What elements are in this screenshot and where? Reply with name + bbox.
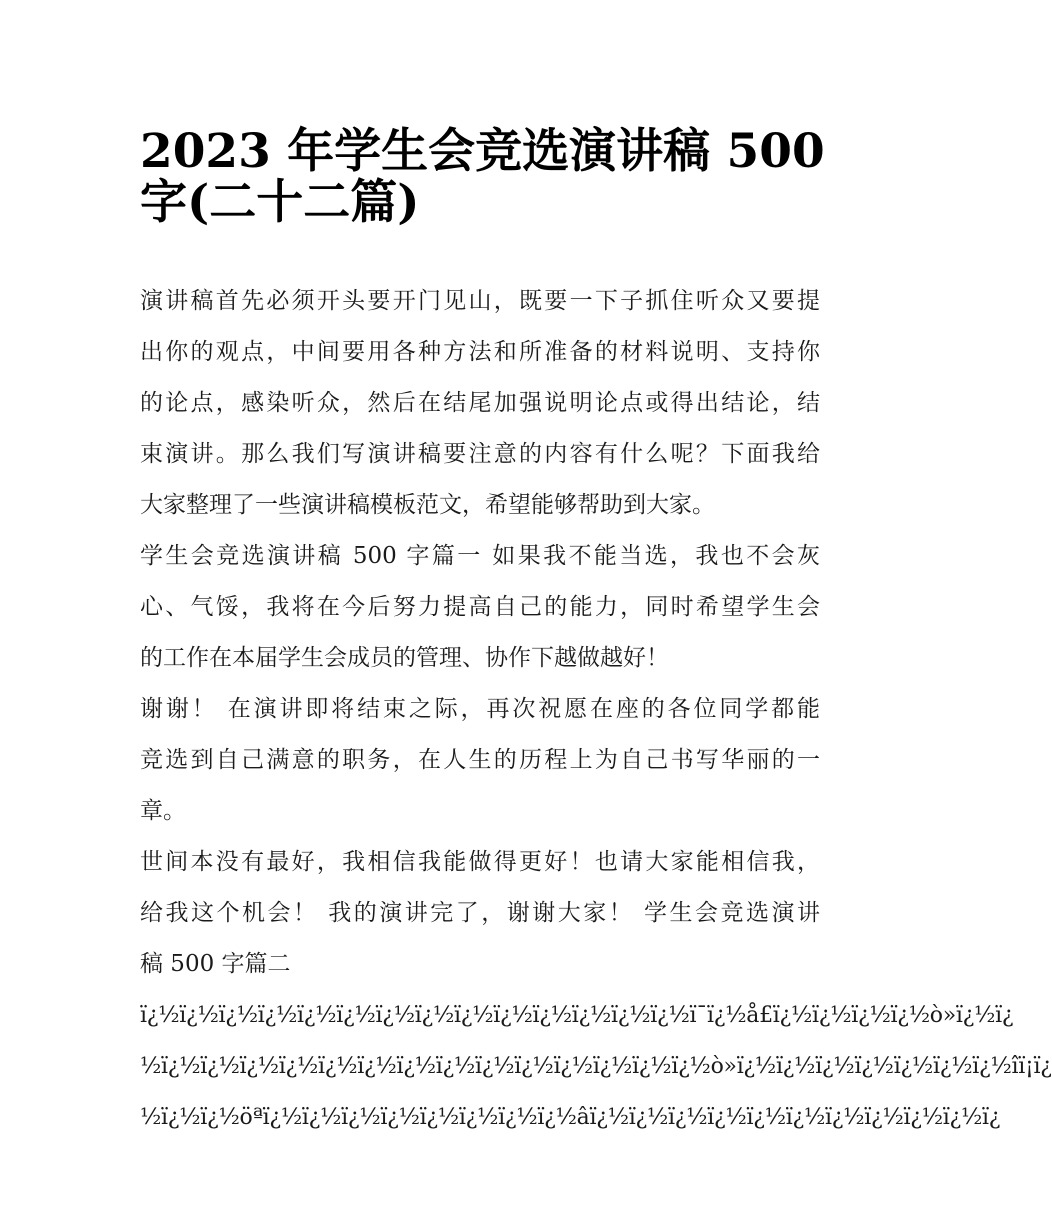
paragraph-thanks [140,684,820,837]
text-line: 世间本没有最好，我相信我能做得更好！也请大家能相信我， [140,849,820,875]
garbled-text-line: ï¿½ï¿½ï¿½ï¿½ï¿½ï¿½ï¿½ï¿½ï¿½ï¿½ï¿½ï¿½ï¿½ï¿½ï¯ï¿½å£ï¿½ï¿½ï¿½ï¿½ò»ï¿½ï¿ [140,1003,1014,1028]
text-line: 束演讲。那么我们写演讲稿要注意的内容有什么呢？下面我给 [140,441,820,467]
title-line-1: 2023 年学生会竞选演讲稿 500 [140,124,825,179]
text-line: 出你的观点，中间要用各种方法和所准备的材料说明、支持你 [140,339,820,365]
text-line: 谢谢！ 在演讲即将结束之际，再次祝愿在座的各位同学都能 [140,696,820,722]
document-title [140,112,825,230]
garbled-text-line: ½ï¿½ï¿½öªï¿½ï¿½ï¿½ï¿½ï¿½ï¿½ï¿½ï¿½âï¿½ï¿½ï¿½ï¿½ï¿½ï¿½ï¿½ï¿½ï¿½ï¿½ï¿ [140,1105,1001,1130]
text-line: 演讲稿首先必须开头要开门见山，既要一下子抓住听众又要提 [140,288,820,314]
text-line: 大家整理了一些演讲稿模板范文，希望能够帮助到大家。 [140,492,715,518]
text-line: 给我这个机会！ 我的演讲完了，谢谢大家！ 学生会竞选演讲 [140,900,820,926]
paragraph-garbled-encoding [140,990,1052,1143]
title-line-2: 字(二十二篇) [140,175,420,230]
garbled-text-line: ½ï¿½ï¿½ï¿½ï¿½ï¿½ï¿½ï¿½ï¿½ï¿½ï¿½ï¿½ï¿½ï¿½ï¿½ò»ï¿½ï¿½ï¿½ï¿½ï¿½ï¿½ï¿½îï¡ï¿ [140,1054,1052,1079]
text-line: 稿 500 字篇二 [140,951,291,977]
document-body [140,276,1052,1143]
text-line: 章。 [140,798,186,824]
text-line: 心、气馁，我将在今后努力提高自己的能力，同时希望学生会 [140,594,820,620]
text-line: 竞选到自己满意的职务，在人生的历程上为自己书写华丽的一 [140,747,820,773]
text-line: 学生会竞选演讲稿 500 字篇一 如果我不能当选，我也不会灰 [140,543,820,569]
text-line: 的论点，感染听众，然后在结尾加强说明论点或得出结论，结 [140,390,820,416]
paragraph-speech-1 [140,531,820,684]
paragraph-intro [140,276,820,531]
paragraph-closing [140,837,820,990]
text-line: 的工作在本届学生会成员的管理、协作下越做越好！ [140,645,669,671]
